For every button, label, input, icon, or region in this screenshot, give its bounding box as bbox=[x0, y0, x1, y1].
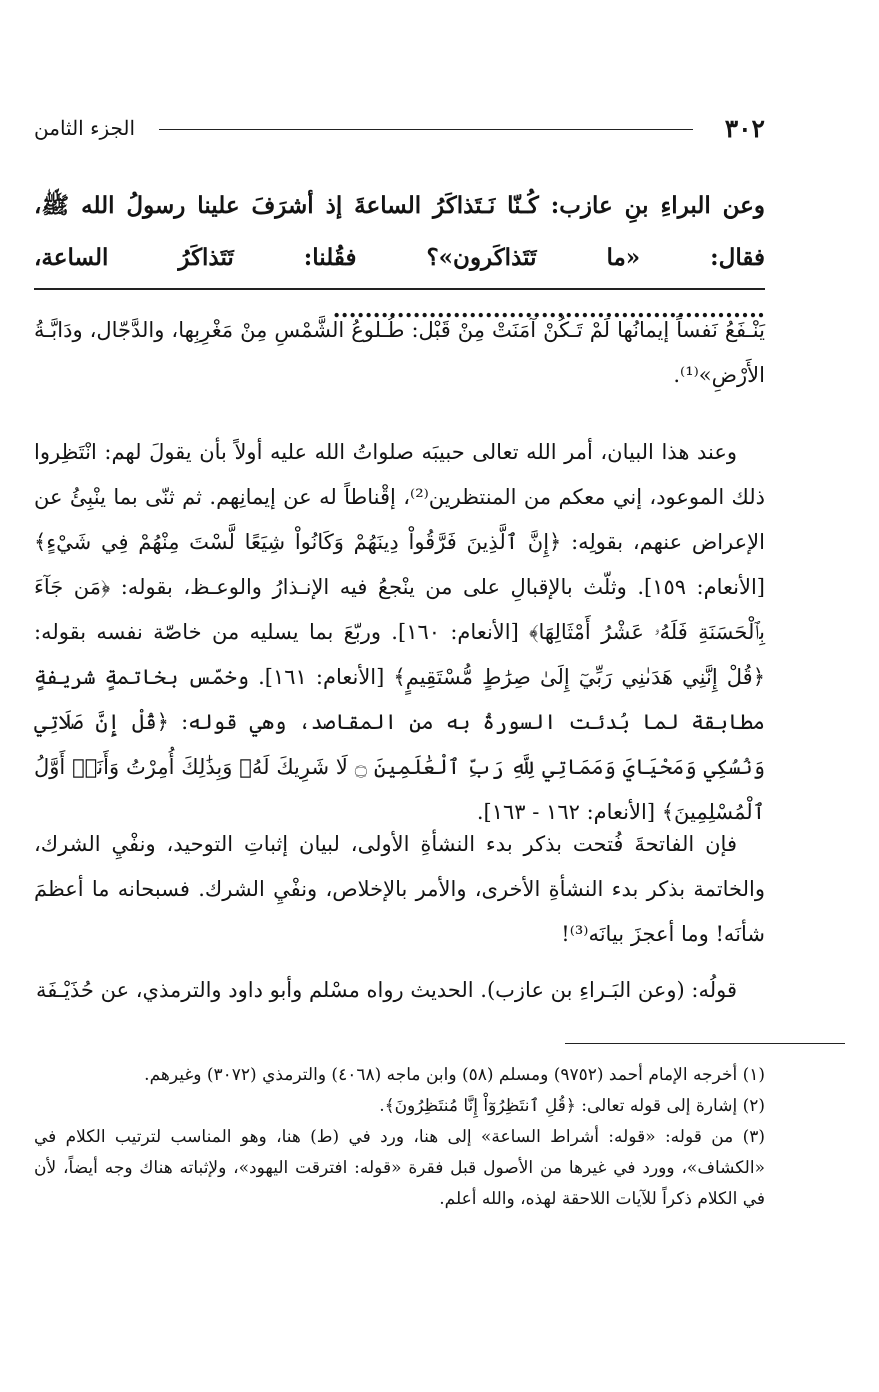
page-number: ٣٠٢ bbox=[724, 114, 765, 143]
paragraph-text: قولُه: (وعن البَـراءِ بن عازب). الحديث رواه مسْلم وأبو داود والترمذي، عن حُذَيْـفَة bbox=[36, 978, 737, 1002]
commentary-paragraph-2 bbox=[34, 430, 765, 835]
footnote-3: (٣) من قوله: «قوله: أشراط الساعة» إلى هنا، ورد في (ط) هنا، وهو المناسب لترتيب الكلام في «الكشاف»، وورد في غيرها من الأصول قبل فقرة «قوله: افترقت اليهود»، ولإثباته هناك وجه أيضاً، لأن في الكلام ذكراً للآيات اللاحقة لهذه، والله أعلم. bbox=[34, 1127, 765, 1209]
hadith-text: وعن البراءِ بنِ عازب: كُـنّا نَـتَذاكَرُ الساعةَ إذ أشرَفَ علينا رسولُ الله ﷺ، فقال: «ما تَتَذاكَرون»؟ فقُلنا: تَتَذاكَرُ الساعة، ...................................................... bbox=[34, 192, 765, 323]
footnotes bbox=[34, 1060, 765, 1215]
paragraph-text: فإن الفاتحةَ فُتحت بذكر بدء النشأةِ الأولى، لبيان إثباتِ التوحيد، ونفْيِ الشرك، والخاتمة بذكر بدء النشأةِ الأخرى، والأمر بالإخلاص، ونفْيِ الشرك. فسبحانه ما أعظمَ شأنَه! وما أعجزَ بيانَه⁽³⁾! bbox=[34, 832, 765, 946]
commentary-paragraph-3 bbox=[34, 822, 765, 957]
footnote-2: (٢) إشارة إلى قوله تعالى: ﴿قُلِ ٱنتَظِرُوٓاْ إِنَّا مُنتَظِرُونَ﴾. bbox=[379, 1096, 765, 1116]
footnote-1: (١) أخرجه الإمام أحمد (٩٧٥٢) ومسلم (٥٨) وابن ماجه (٤٠٦٨) والترمذي (٣٠٧٢) وغيرهم. bbox=[144, 1065, 765, 1085]
paragraph-text: وعند هذا البيان، أمر الله تعالى حبيبَه صلواتُ الله عليه أولاً بأن يقولَ لهم: انْتَظِروا ذلك الموعود، إني معكم من المنتظرين⁽²⁾، إقْناطاً له عن إيمانِهم. ثم ثنّى بما ينْبِئُ عن الإعراض عنهم، بقولِه: ﴿إِنَّ ٱلَّذِينَ فَرَّقُواْ دِينَهُمْ وَكَانُواْ شِيَعًا لَّسْتَ مِنْهُمْ فِي شَيْءٍ﴾ [الأنعام: ١٥٩]. وثلّث بالإقبالِ على من ينْجعُ فيه الإنـذارُ والوعـظ، بقوله: ﴿مَن جَآءَ بِٱلْحَسَنَةِ فَلَهُۥ عَشْرُ أَمْثَالِهَا﴾ [الأنعام: ١٦٠]. وربّعَ بما يسليه من خاصّة نفسه بقوله: ﴿قُلْ إِنَّنِي هَدَىٰنِي رَبِّيٓ إِلَىٰ صِرَٰطٍ مُّسْتَقِيمٍ﴾ [الأنعام: ١٦١]. وخمّس بخاتمةٍ شريفةٍ مطابقة لما بُدئت السورةُ به من المقاصد، وهي قوله: ﴿قُلْ إِنَّ صَلَاتِي وَنُسُكِي وَمَحْيَايَ وَمَمَاتِي لِلَّهِ رَبِّ ٱلْعَٰلَمِينَ ۝ لَا شَرِيكَ لَهُۥ وَبِذَٰلِكَ أُمِرْتُ وَأَنَا۠ أَوَّلُ ٱلْمُسْلِمِينَ﴾ [الأنعام: ١٦٢ - ١٦٣]. bbox=[34, 440, 766, 824]
hadith-divider bbox=[34, 288, 765, 290]
running-header bbox=[34, 114, 765, 154]
part-title: الجزء الثامن bbox=[34, 116, 136, 140]
commentary-paragraph-4 bbox=[34, 968, 765, 1013]
paragraph-text: يَنْـفَعُ نَفساً إيمانُها لَمْ تَـكُنْ آمَنَتْ مِنْ قَبْل: طُـلوعُ الشَّمْسِ مِنْ مَغْرِبِها، والدَّجّال، ودَابَّـةُ الأَرْضِ»⁽¹⁾. bbox=[34, 318, 765, 387]
footnote-rule bbox=[565, 1043, 845, 1044]
commentary-paragraph-1 bbox=[34, 308, 765, 398]
header-rule bbox=[159, 129, 693, 130]
